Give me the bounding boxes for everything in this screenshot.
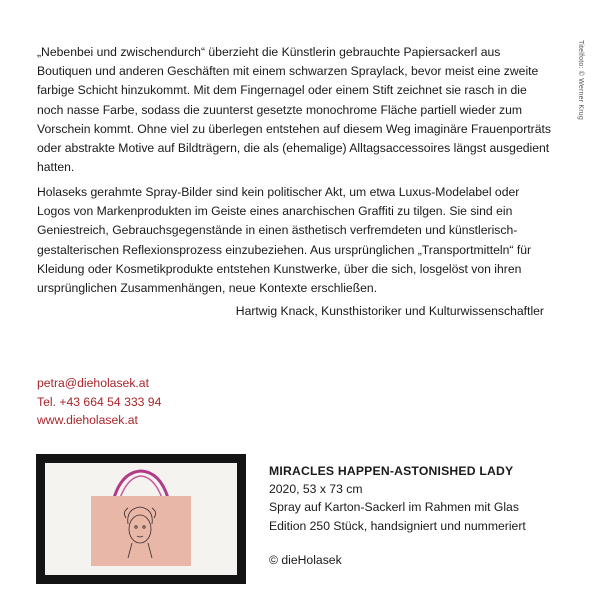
artwork-title: MIRACLES HAPPEN-ASTONISHED LADY [269, 464, 514, 478]
phone-number: Tel. +43 664 54 333 94 [37, 394, 162, 409]
paragraph-intro: „Nebenbei und zwischendurch“ überzieht die Künstlerin gebrauchte Papiersackerl aus Boutiquen und anderen Geschäften mit einem schwarzen Spraylack, bevor meist eine zweite farbige Schicht hinzukommt. Mit dem Fingernagel oder einem Stift zeichnet sie rasch in die noch nasse Farbe, sodass die zuunterst gesetzte monochrome Fläche partiell wieder zum Vorschein kommt. Ohne viel zu überlegen entstehen auf diesem Weg imaginäre Frauenporträts oder abstrakte Motive auf Bildträgern, die als (ehemalige) Alltagsaccessoires längst ausgedient hatten. [37, 45, 551, 175]
website-link[interactable]: www.dieholasek.at [37, 413, 138, 427]
artwork-edition: Edition 250 Stück, handsigniert und nummeriert [269, 518, 526, 533]
author-signature: Hartwig Knack, Kunsthistoriker und Kulturwissenschaftler [235, 304, 544, 318]
email-link[interactable]: petra@dieholasek.at [37, 376, 149, 390]
artwork-medium: Spray auf Karton-Sackerl im Rahmen mit Glas [269, 500, 519, 515]
copyright-notice: © dieHolasek [269, 552, 342, 567]
artwork-info [269, 462, 526, 569]
paper-bag [91, 496, 191, 566]
contact-block [37, 374, 161, 430]
photo-credit: Titelfoto: © Werner Krug [577, 40, 584, 120]
artwork-year-size: 2020, 53 x 73 cm [269, 482, 363, 497]
paragraph-analysis: Holaseks gerahmte Spray-Bilder sind kein politischer Akt, um etwa Luxus-Modelabel oder Logos von Markenprodukten im Geiste eines anarchischen Graffiti zu tilgen. Sie sind ein Geniestreich, Gebrauchsgegenstände in einen ästhetisch verfremdeten und künstlerisch-gestalterischen Reflexionsprozess einzubeziehen. Aus ursprünglichen „Transportmitteln“ für Kleidung oder Kosmetikprodukte entstehen Kunstwerke, über die sich, losgelöst von ihren ursprünglichen Zusammenhängen, neue Kontexte erschließen. [37, 185, 532, 296]
artwork-photo [36, 454, 246, 584]
